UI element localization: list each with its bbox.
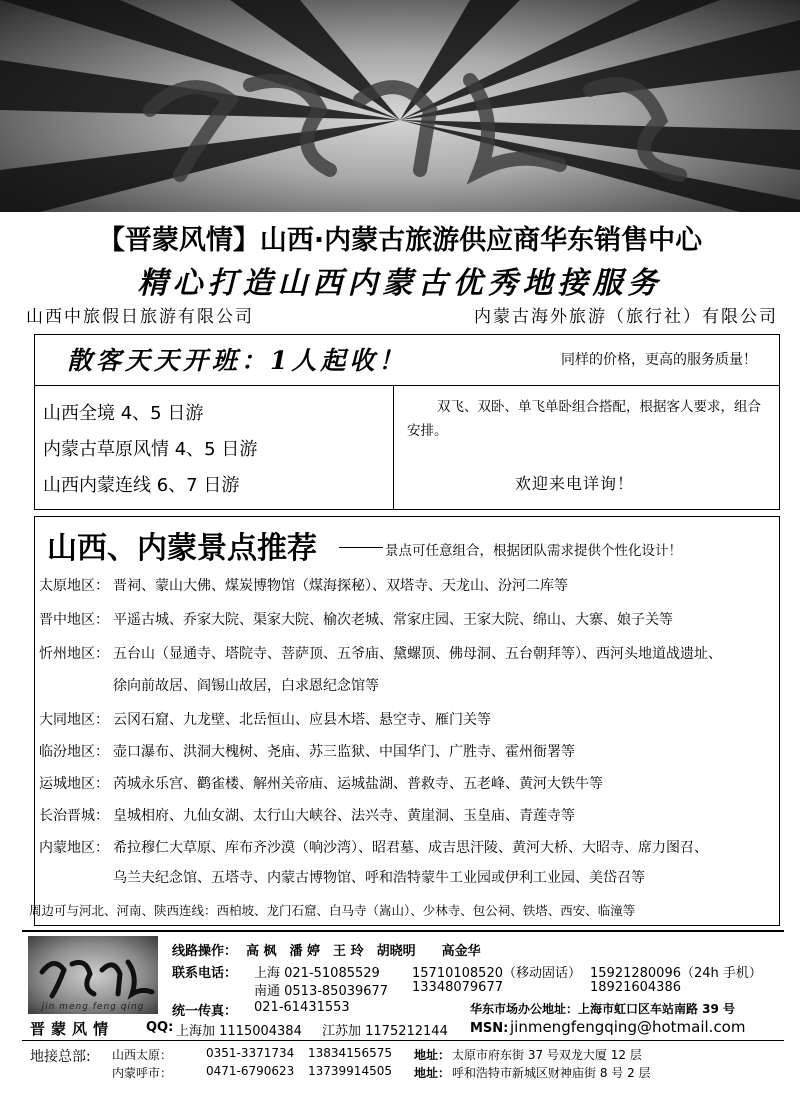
shanxi-address: 太原市府东街 37 号双龙大厦 12 层 (452, 1048, 642, 1062)
logo-pinyin: jin meng feng qing (41, 1002, 145, 1012)
region-row (39, 643, 722, 663)
region-sights: 皇城相府、九仙女湖、太行山大峡谷、法兴寺、黄崖洞、玉皇庙、青莲寺等 (113, 808, 575, 824)
divider (35, 385, 779, 386)
page-subtitle: 精心打造山西内蒙古优秀地接服务 (137, 266, 663, 301)
region-sights: 五台山（显通寺、塔院寺、菩萨顶、五爷庙、黛螺顶、佛母洞、五台朝拜等）、西河头地道战遗址、 (113, 646, 722, 662)
region-sights: 芮城永乐宫、鹳雀楼、解州关帝庙、运城盐湖、普救寺、五老峰、黄河大铁牛等 (113, 776, 603, 792)
neimeng-phone: 0471-6790623 (206, 1064, 295, 1078)
shanxi-city: 山西太原： (112, 1048, 173, 1062)
tour-item: 山西全境 4、5 日游 (43, 403, 204, 424)
shanxi-mobile: 13834156575 (308, 1046, 392, 1060)
region-label: 运城地区： (39, 776, 109, 792)
qq-label: QQ: (146, 1020, 174, 1035)
region-sights: 晋祠、蒙山大佛、煤炭博物馆（煤海探秘）、双塔寺、天龙山、汾河二库等 (113, 578, 568, 594)
address-label: 地址： (414, 1048, 451, 1062)
region-sights-continued: 乌兰夫纪念馆、五塔寺、内蒙古博物馆、呼和浩特蒙牛工业园或伊利工业园、美岱召等 (113, 870, 645, 886)
nantong-phone: 南通 0513-85039677 (254, 984, 389, 999)
shanxi-phone: 0351-3371734 (206, 1046, 295, 1060)
tour-item: 内蒙古草原风情 4、5 日游 (43, 439, 258, 460)
region-sights: 壶口瀑布、洪洞大槐树、尧庙、苏三监狱、中国华门、广胜寺、霍州衙署等 (113, 744, 575, 760)
divider (393, 385, 394, 509)
welcome-text: 欢迎来电详询！ (515, 474, 635, 493)
region-row (39, 837, 708, 857)
fax-label: 统一传真： (172, 1004, 238, 1019)
region-sights-continued: 徐向前故居、阎锡山故居，白求恩纪念馆等 (113, 678, 379, 694)
region-label: 内蒙地区： (39, 840, 109, 856)
service-slogan: 同样的价格，更高的服务质量！ (561, 352, 757, 368)
region-row (39, 741, 575, 761)
phone-label: 联系电话： (172, 966, 238, 981)
region-label: 长治晋城： (39, 808, 109, 824)
divider (339, 547, 383, 548)
recommendations-box (29, 516, 780, 926)
divider (22, 930, 784, 932)
mobile-phone: 15921280096（24h 手机） (590, 966, 762, 981)
region-row (39, 805, 575, 825)
region-label: 忻州地区： (39, 646, 109, 662)
qq-shanghai: 上海加 1115004384 (176, 1024, 302, 1039)
mobile-phone: 13348079677 (412, 980, 503, 995)
region-label: 临汾地区： (39, 744, 109, 760)
neimeng-city: 内蒙呼市： (112, 1066, 173, 1080)
page-title: 【晋蒙风情】山西·内蒙古旅游供应商华东销售中心 (97, 225, 703, 256)
operators-names: 高 枫 潘 婷 王 玲 胡晓明 高金华 (246, 944, 481, 959)
recommendations-note: 景点可任意组合，根据团队需求提供个性化设计！ (385, 543, 682, 559)
region-sights: 云冈石窟、九龙壁、北岳恒山、应县木塔、悬空寺、雁门关等 (113, 712, 491, 728)
office-address: 华东市场办公地址：上海市虹口区车站南路 39 号 (470, 1002, 736, 1016)
divider (22, 1040, 784, 1041)
mobile-phone: 18921604386 (590, 980, 681, 995)
region-row (39, 575, 568, 595)
neimeng-mobile: 13739914505 (308, 1064, 392, 1078)
region-label: 太原地区： (39, 578, 109, 594)
brand-logo-image (28, 936, 158, 1014)
neimeng-address: 呼和浩特市新城区财神庙街 8 号 2 层 (452, 1066, 651, 1080)
company-name-right: 内蒙古海外旅游（旅行社）有限公司 (474, 307, 778, 327)
region-label: 晋中地区： (39, 612, 109, 628)
msn-label: MSN: (470, 1021, 509, 1036)
mobile-phone: 15710108520（移动固话） (412, 966, 581, 981)
msn-email: jinmengfengqing@hotmail.com (510, 1018, 746, 1036)
extra-routes: 周边可与河北、河南、陕西连线：西柏坡、龙门石窟、白马寺（嵩山）、少林寺、包公祠、铁塔、西安、临潼等 (29, 903, 636, 918)
region-sights: 平遥古城、乔家大院、渠家大院、榆次老城、常家庄园、王家大院、绵山、大寨、娘子关等 (113, 612, 673, 628)
address-label: 地址： (414, 1066, 451, 1080)
tour-item: 山西内蒙连线 6、7 日游 (43, 475, 240, 496)
region-sights: 希拉穆仁大草原、库布齐沙漠（响沙湾）、昭君墓、成吉思汗陵、黄河大桥、大昭寺、席力图召、 (113, 840, 708, 856)
region-row (39, 773, 603, 793)
recommendations-heading: 山西、内蒙景点推荐 (47, 531, 317, 566)
brand-name: 晋蒙风情 (30, 1020, 115, 1038)
promo-box (34, 334, 780, 510)
banner-image (0, 0, 800, 212)
region-row (39, 709, 491, 729)
region-label: 大同地区： (39, 712, 109, 728)
region-row (39, 609, 673, 629)
company-name-left: 山西中旅假日旅游有限公司 (26, 307, 254, 327)
calligraphy-logo-art (0, 0, 800, 212)
daily-departure-headline: 散客天天开班：1人起收！ (67, 346, 408, 375)
shanghai-phone: 上海 021-51085529 (254, 966, 380, 981)
transport-combo-text: 双飞、双卧、单飞单卧组合搭配，根据客人要求，组合安排。 (407, 399, 761, 439)
operators-label: 线路操作： (172, 944, 238, 959)
fax-number: 021-61431553 (254, 1000, 350, 1015)
qq-jiangsu: 江苏加 1175212144 (322, 1024, 448, 1039)
headquarters-label: 地接总部: (30, 1049, 91, 1065)
